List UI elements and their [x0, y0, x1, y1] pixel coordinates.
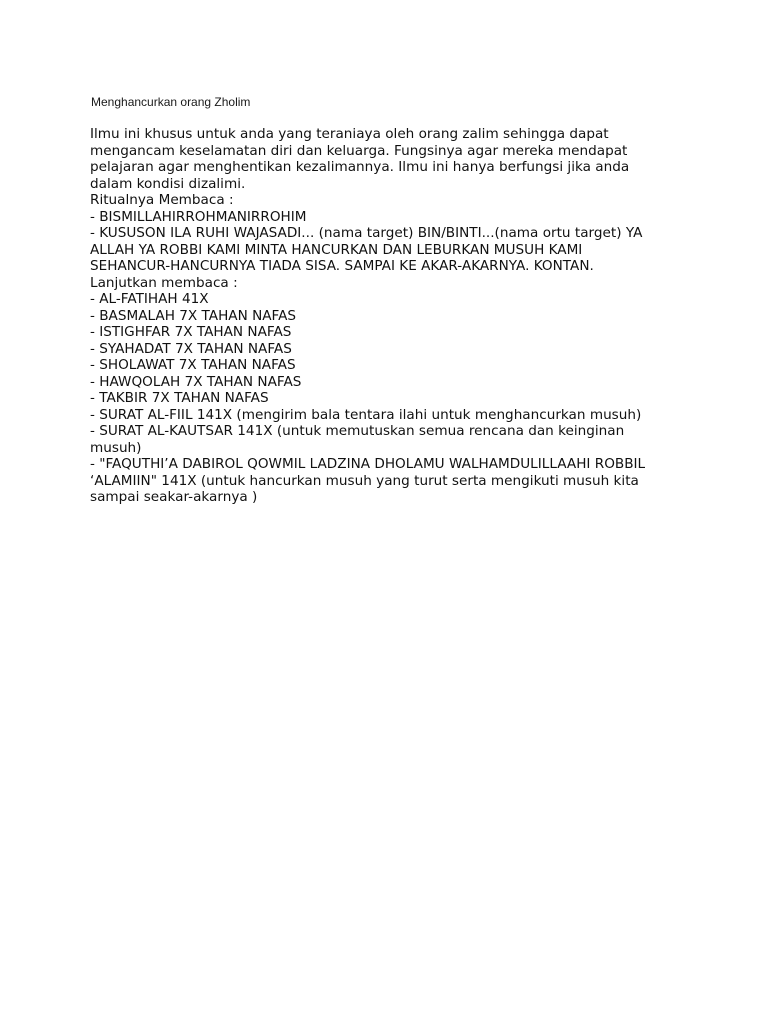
list-item: - AL-FATIHAH 41X	[90, 291, 209, 307]
section-heading: Lanjutkan membaca :	[90, 274, 238, 291]
list-item: - SURAT AL-KAUTSAR 141X (untuk memutuskan semua rencana dan keinginan	[90, 423, 625, 439]
list-item: - SURAT AL-FIIL 141X (mengirim bala tentara ilahi untuk menghancurkan musuh)	[90, 406, 642, 423]
list-item: - SYAHADAT 7X TAHAN NAFAS	[90, 340, 292, 357]
list-item: - HAWQOLAH 7X TAHAN NAFAS	[90, 373, 302, 390]
list-item: - ISTIGHFAR 7X TAHAN NAFAS	[90, 324, 292, 340]
document-body	[90, 126, 690, 506]
list-item: - "FAQUTHI’A DABIROL QOWMIL LADZINA DHOLAMU WALHAMDULILLAAHI ROBBIL	[90, 456, 646, 472]
list-item-continuation: musuh)	[90, 439, 142, 456]
text-line: Ilmu ini khusus untuk anda yang teraniaya oleh orang zalim sehingga dapat	[90, 126, 609, 142]
text-line: dalam kondisi dizalimi.	[90, 175, 246, 192]
list-item-continuation: ALLAH YA ROBBI KAMI MINTA HANCURKAN DAN LEBURKAN MUSUH KAMI	[90, 241, 583, 258]
section-heading: Ritualnya Membaca :	[90, 192, 234, 208]
list-item: - SHOLAWAT 7X TAHAN NAFAS	[90, 357, 296, 373]
list-item: - KUSUSON ILA RUHI WAJASADI... (nama target) BIN/BINTI...(nama ortu target) YA	[90, 225, 643, 241]
text-line: pelajaran agar menghentikan kezalimannya. Ilmu ini hanya berfungsi jika anda	[90, 159, 630, 175]
list-item: - TAKBIR 7X TAHAN NAFAS	[90, 390, 269, 406]
document-title: Menghancurkan orang Zholim	[91, 95, 251, 109]
text-line: mengancam keselamatan diri dan keluarga. Fungsinya agar mereka mendapat	[90, 142, 628, 159]
list-item: - BISMILLAHIRROHMANIRROHIM	[90, 208, 307, 225]
list-item-continuation: ‘ALAMIIN" 141X (untuk hancurkan musuh yang turut serta mengikuti musuh kita	[90, 472, 639, 489]
list-item-continuation: sampai seakar-akarnya )	[90, 489, 258, 505]
list-item: - BASMALAH 7X TAHAN NAFAS	[90, 307, 297, 324]
list-item-continuation: SEHANCUR-HANCURNYA TIADA SISA. SAMPAI KE AKAR-AKARNYA. KONTAN.	[90, 258, 594, 274]
